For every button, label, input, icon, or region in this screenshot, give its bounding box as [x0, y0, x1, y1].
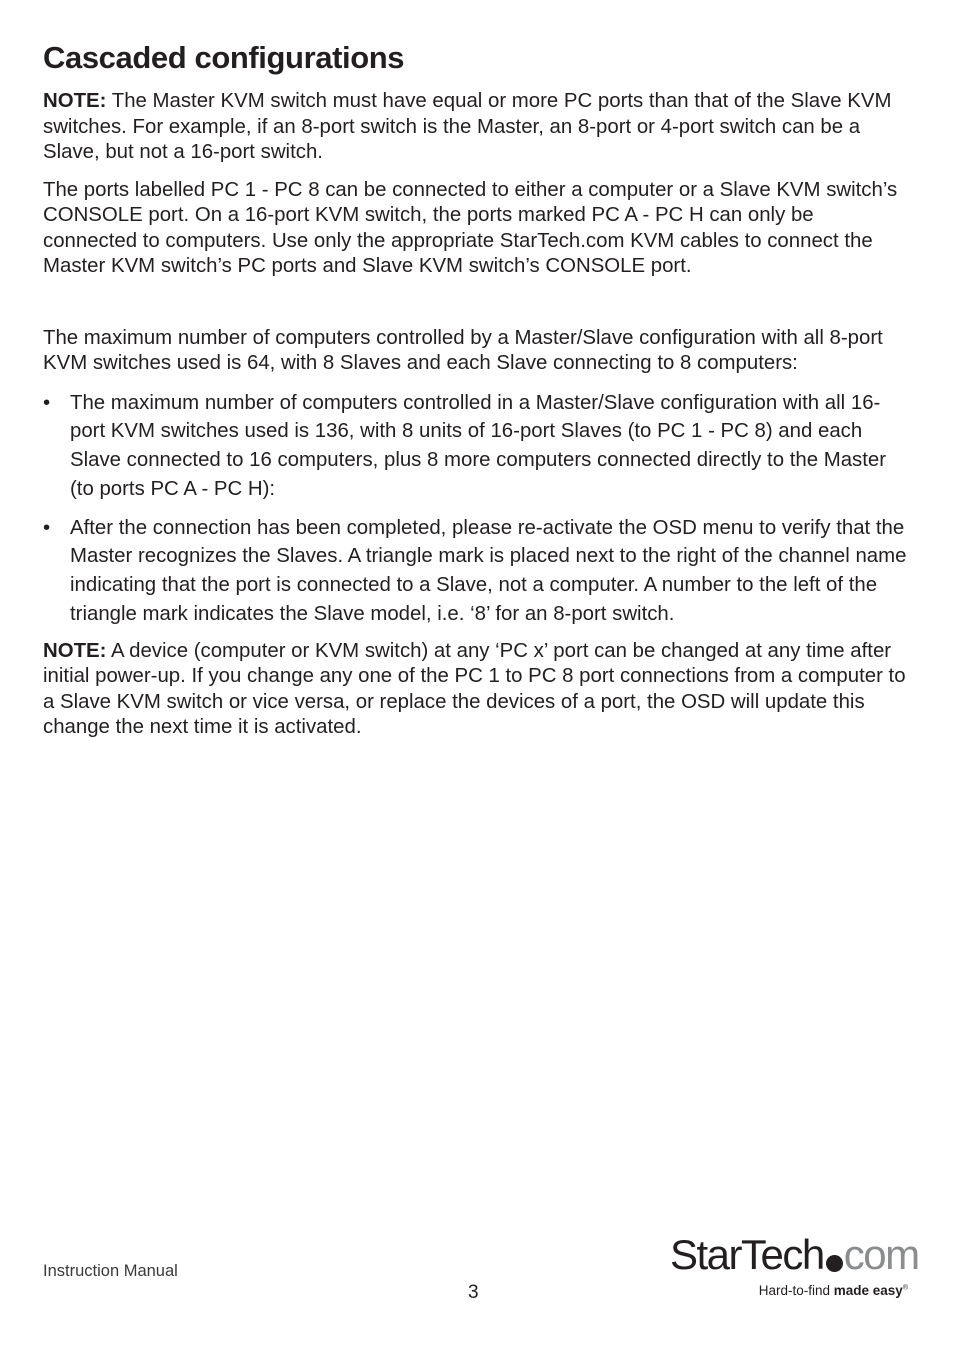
note-label: NOTE:: [43, 639, 107, 662]
note-paragraph-1: [43, 89, 913, 166]
logo-tagline: [759, 1283, 908, 1298]
registered-mark: ®: [902, 1284, 908, 1292]
ports-paragraph: The ports labelled PC 1 - PC 8 can be connected to either a computer or a Slave KVM switch’s CONSOLE port. On a 16-port KVM switch, the ports marked PC A - PC H can only be connected to computers. Use only the appropriate StarTech.com KVM cables to connect the Master KVM switch’s PC ports and Slave KVM switch’s CONSOLE port.: [43, 178, 898, 277]
bullet-icon: •: [43, 516, 51, 539]
note-text: The Master KVM switch must have equal or more PC ports than that of the Slave KVM switches. For example, if an 8-port switch is the Master, an 8-port or 4-port switch can be a Slave, but not a 16-port switch.: [43, 90, 892, 163]
page-title: Cascaded configurations: [43, 40, 405, 75]
logo-domain: com: [843, 1231, 919, 1278]
list-item: [43, 514, 913, 629]
note-text: A device (computer or KVM switch) at any ‘PC x’ port can be changed at any time after initial power-up. If you change any one of the PC 1 to PC 8 port connections from a computer to a Slave KVM switch or vice versa, or replace the devices of a port, the OSD will update this change the next time it is activated.: [43, 639, 906, 739]
page-content: [43, 38, 913, 753]
logo-brand: StarTech: [670, 1231, 824, 1278]
note-label: NOTE:: [43, 90, 107, 112]
tagline-start: Hard-to-find: [758, 1283, 834, 1298]
max-computers-paragraph: The maximum number of computers controlled by a Master/Slave configuration with all 8-port KVM switches used is 64, with 8 Slaves and each Slave connecting to 8 computers:: [43, 326, 883, 374]
tagline-bold: made easy: [833, 1283, 903, 1298]
bullet-icon: •: [43, 391, 51, 414]
list-item: [43, 389, 913, 504]
note-paragraph-2: [43, 639, 913, 741]
logo-wordmark: [670, 1230, 919, 1280]
startech-logo: [670, 1230, 919, 1305]
spacer: [43, 292, 913, 326]
page-number: 3: [468, 1282, 479, 1303]
bullet-list: [43, 389, 913, 629]
logo-dot-icon: [826, 1255, 843, 1272]
list-item-text: The maximum number of computers controlled in a Master/Slave configuration with all 16-port KVM switches used is 136, with 8 units of 16-port Slaves (to PC 1 - PC 8) and each Slave connected to 16 computers, plus 8 more computers connected directly to the Master (to ports PC A - PC H):: [70, 391, 887, 500]
list-item-text: After the connection has been completed, please re-activate the OSD menu to verify that the Master recognizes the Slaves. A triangle mark is placed next to the right of the channel name indicating that the port is connected to a Slave, not a computer. A number to the left of the triangle mark indicates the Slave model, i.e. ‘8’ for an 8-port switch.: [70, 516, 907, 626]
footer-label: Instruction Manual: [43, 1262, 178, 1280]
